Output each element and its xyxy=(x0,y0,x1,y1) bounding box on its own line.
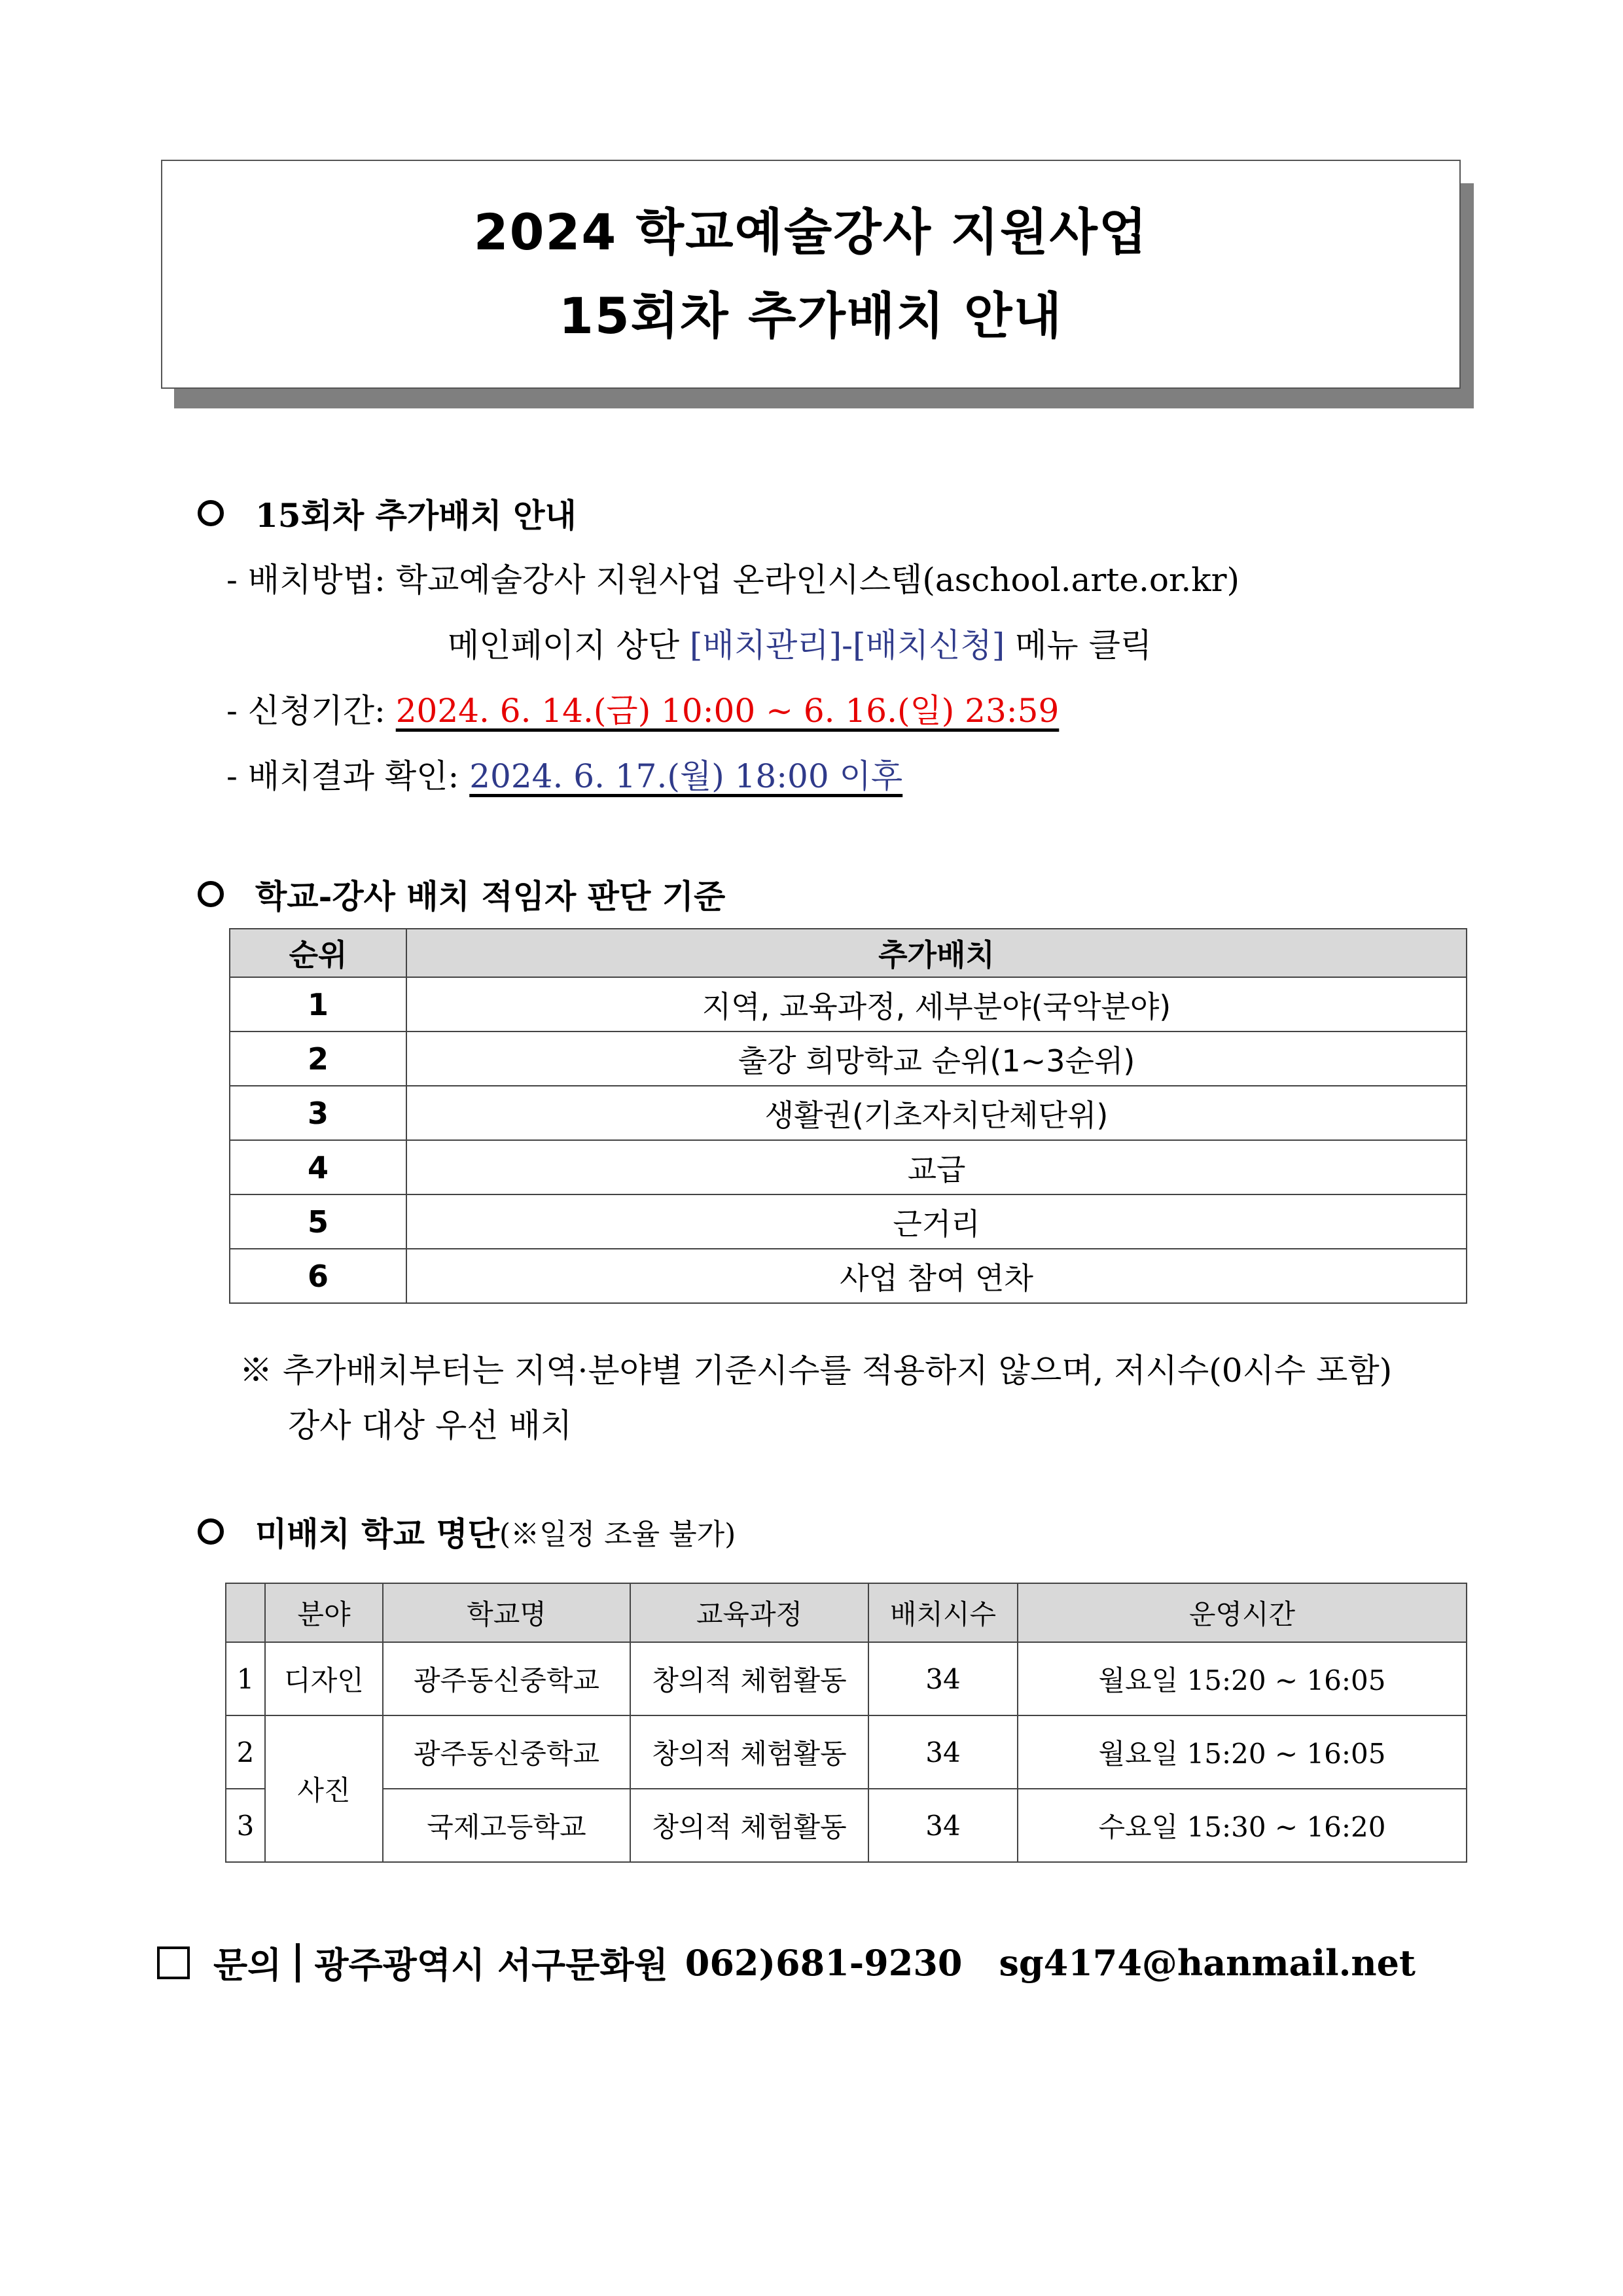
table-row: 2 사진 광주동신중학교 창의적 체험활동 34 월요일 15:20 ~ 16:05 xyxy=(226,1715,1467,1789)
merged-field-cell: 사진 xyxy=(265,1715,383,1862)
note-line1: ※ 추가배치부터는 지역·분야별 기준시수를 적용하지 않으며, 저시수(0시수 포함) xyxy=(240,1352,1393,1390)
table-row: 2 출강 희망학교 순위(1~3순위) xyxy=(230,1031,1467,1086)
criteria-table xyxy=(229,928,1467,1304)
title-line2: 15회차 추가배치 안내 xyxy=(558,287,1063,345)
col-rank-header: 순위 xyxy=(230,929,406,977)
unassigned-school-table xyxy=(225,1583,1467,1863)
email-link[interactable]: sg4174@hanmail.net xyxy=(999,1941,1416,1984)
table-row: 1 지역, 교육과정, 세부분야(국악분야) xyxy=(230,977,1467,1031)
result-value: 2024. 6. 17.(월) 18:00 이후 xyxy=(469,757,903,795)
table-row: 5 근거리 xyxy=(230,1194,1467,1249)
method-line2: 메인페이지 상단 [배치관리]-[배치신청] 메뉴 클릭 xyxy=(448,626,1152,664)
schedule-header-row: 분야 학교명 교육과정 배치시수 운영시간 xyxy=(226,1583,1467,1642)
section1-heading: 15회차 추가배치 안내 xyxy=(194,490,577,537)
table-row: 3 생활권(기초자치단체단위) xyxy=(230,1086,1467,1140)
section2-heading: 학교-강사 배치 적임자 판단 기준 xyxy=(194,870,725,918)
note-line2: 강사 대상 우선 배치 xyxy=(288,1407,573,1444)
period-value: 2024. 6. 14.(금) 10:00 ~ 6. 16.(일) 23:59 xyxy=(395,692,1060,730)
col-criteria-header: 추가배치 xyxy=(406,929,1467,977)
table-row: 1 디자인 광주동신중학교 창의적 체험활동 34 월요일 15:20 ~ 16:05 xyxy=(226,1642,1467,1715)
table-row: 4 교급 xyxy=(230,1140,1467,1194)
criteria-header-row xyxy=(230,929,1467,977)
circle-bullet-icon xyxy=(198,881,224,907)
circle-bullet-icon xyxy=(198,1518,224,1545)
contact-footer: 문의 광주광역시 서구문화원 062)681-9230 sg4174@hanmail.net xyxy=(157,1937,1416,1988)
section3-heading: 미배치 학교 명단 (※일정 조율 불가) xyxy=(194,1508,736,1555)
circle-bullet-icon xyxy=(198,500,224,526)
table-row: 3 국제고등학교 창의적 체험활동 34 수요일 15:30 ~ 16:20 xyxy=(226,1789,1467,1862)
table-row: 6 사업 참여 연차 xyxy=(230,1249,1467,1303)
method-line: - 배치방법: 학교예술강사 지원사업 온라인시스템(aschool.arte.or.kr) xyxy=(226,561,1240,599)
title-box xyxy=(161,160,1461,389)
period-line: - 신청기간: 2024. 6. 14.(금) 10:00 ~ 6. 16.(일) 23:59 xyxy=(226,692,1060,730)
result-line: - 배치결과 확인: 2024. 6. 17.(월) 18:00 이후 xyxy=(226,757,903,795)
title-line1: 2024 학교예술강사 지원사업 xyxy=(473,203,1149,261)
divider xyxy=(296,1943,300,1982)
menu-path: [배치관리]-[배치신청] xyxy=(689,626,1005,664)
square-bullet-icon xyxy=(157,1946,190,1979)
